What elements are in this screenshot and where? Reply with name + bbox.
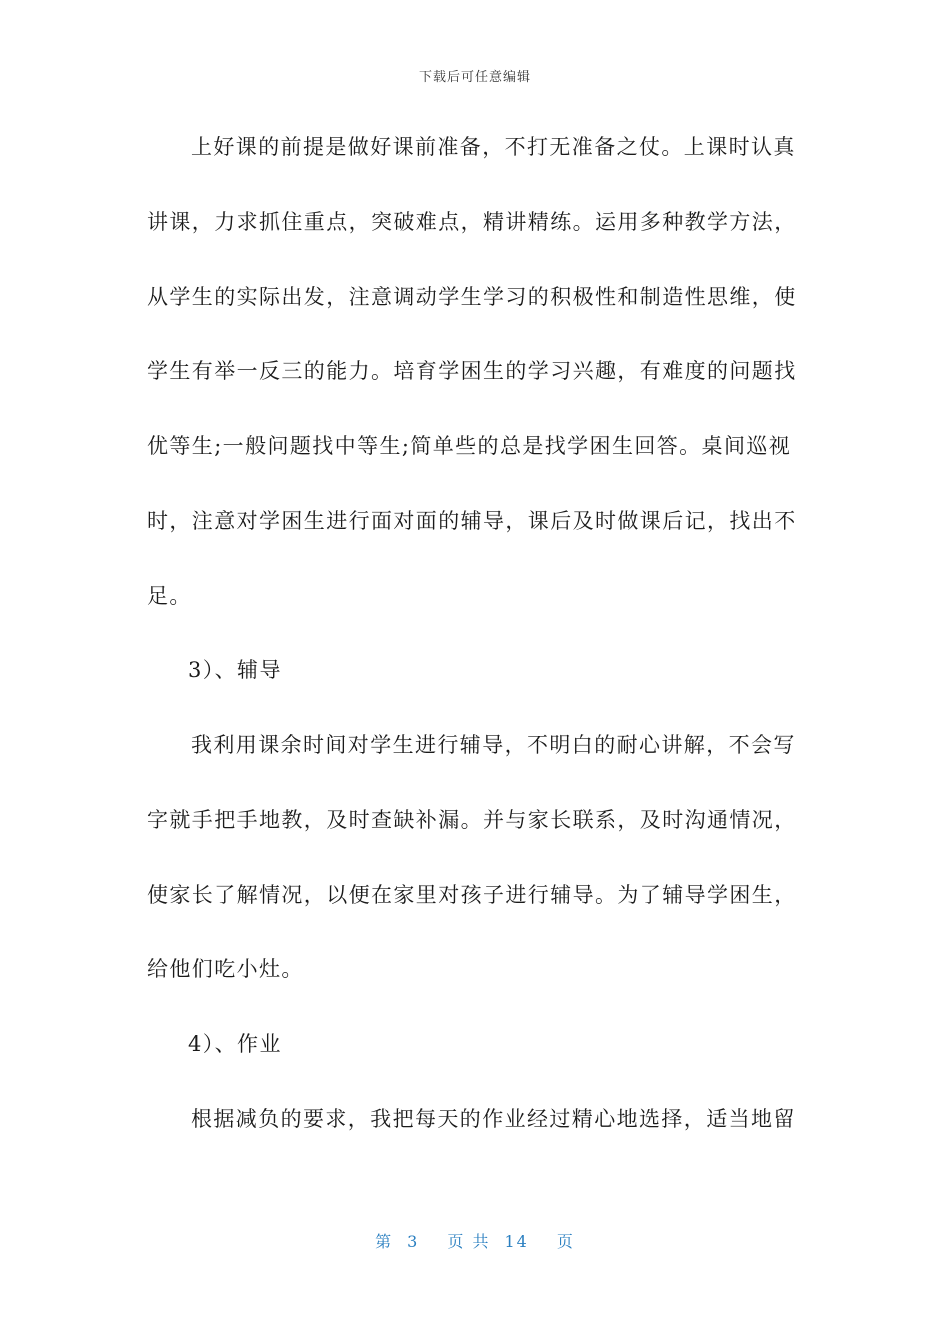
section-heading: 4）、作业 [188,1032,282,1056]
page-footer [0,1229,950,1252]
paragraph-line: 讲课，力求抓住重点，突破难点，精讲精练。运用多种教学方法， [147,210,797,234]
footer-prefix: 第 [375,1232,394,1251]
page-header-note: 下载后可任意编辑 [418,70,531,85]
paragraph-line: 我利用课余时间对学生进行辅导，不明白的耐心讲解，不会写 [191,733,796,757]
paragraph-line: 上好课的前提是做好课前准备，不打无准备之仗。上课时认真 [191,135,796,159]
paragraph-line: 优等生;一般问题找中等生;简单些的总是找学困生回答。桌间巡视 [147,434,792,458]
footer-total-pages: 14 [504,1232,529,1251]
paragraph-line: 从学生的实际出发，注意调动学生学习的积极性和制造性思维，使 [147,285,797,309]
paragraph-line: 足。 [147,584,192,608]
section-heading: 3）、辅导 [188,658,282,682]
footer-page-number: 3 [407,1232,420,1251]
paragraph-line: 字就手把手地教，及时查缺补漏。并与家长联系，及时沟通情况， [147,808,797,832]
paragraph-line: 使家长了解情况，以便在家里对孩子进行辅导。为了辅导学困生， [147,883,797,907]
footer-suffix: 页 [556,1232,575,1251]
footer-middle: 页 共 [447,1232,491,1251]
paragraph-line: 给他们吃小灶。 [147,957,304,981]
paragraph-line: 根据减负的要求，我把每天的作业经过精心地选择，适当地留 [191,1107,796,1131]
paragraph-line: 时，注意对学困生进行面对面的辅导，课后及时做课后记，找出不 [147,509,797,533]
paragraph-line: 学生有举一反三的能力。培育学困生的学习兴趣，有难度的问题找 [147,359,797,383]
